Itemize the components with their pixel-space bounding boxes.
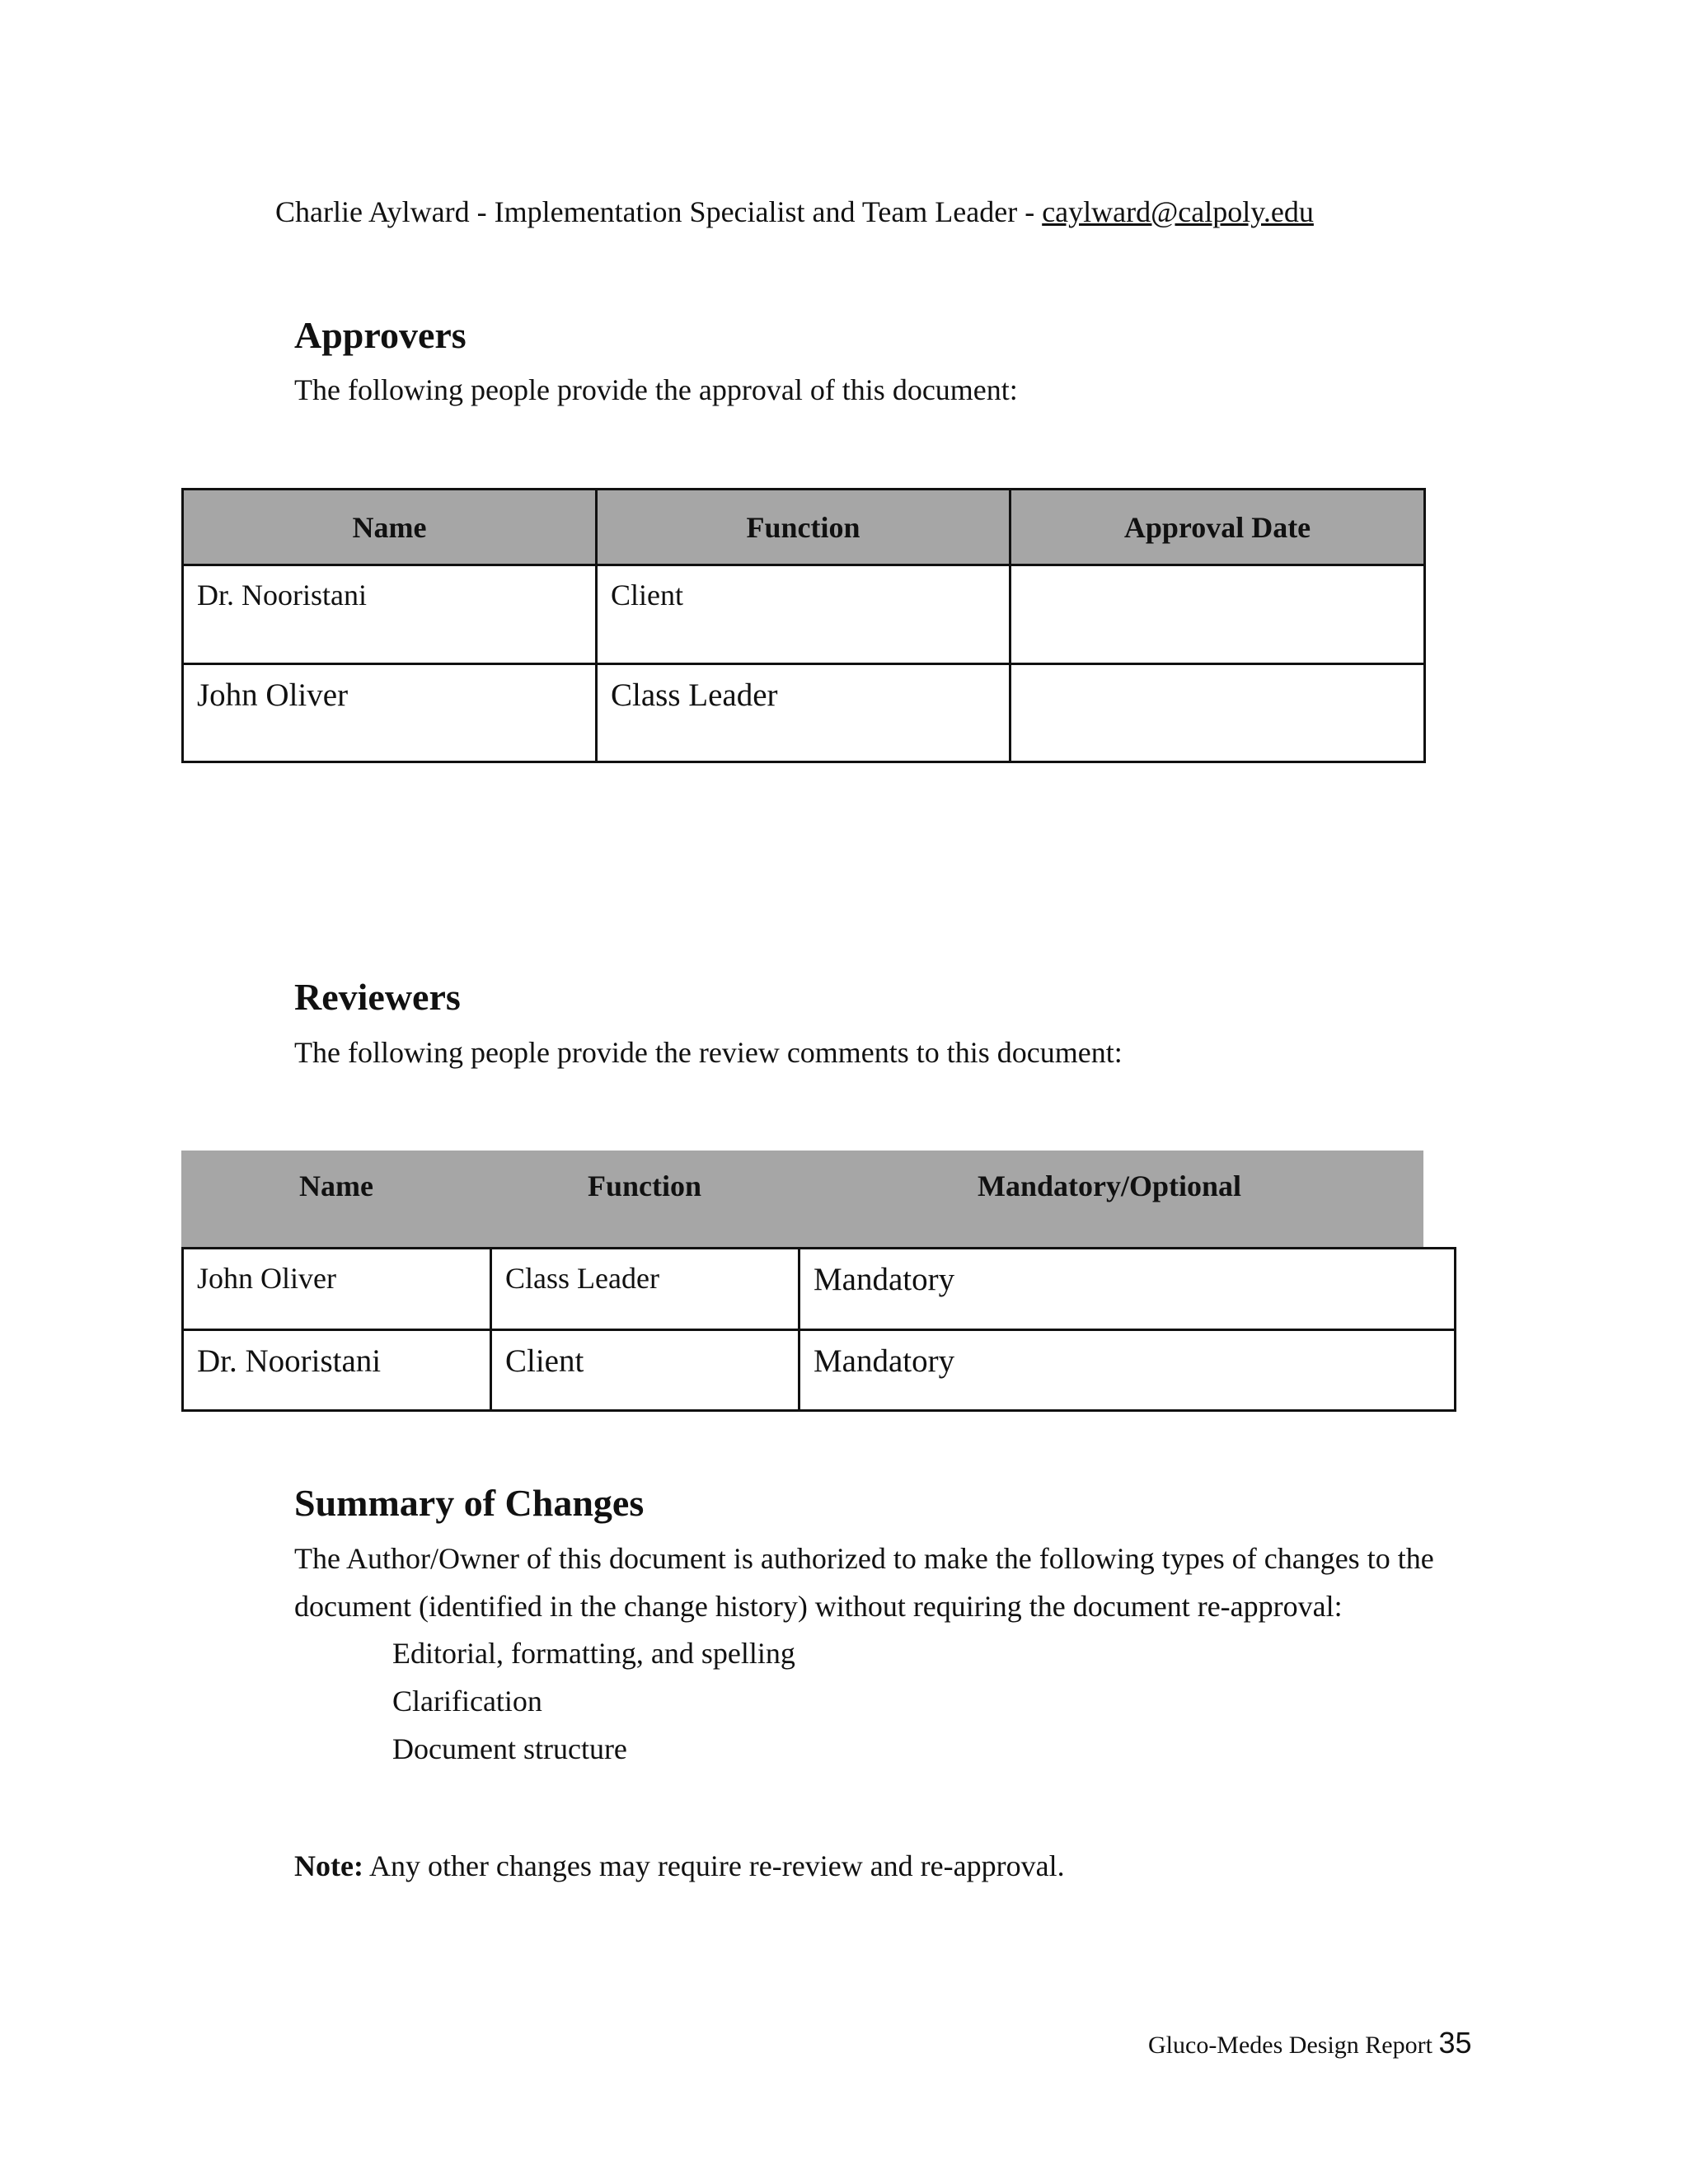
note-label: Note: xyxy=(294,1849,363,1882)
note-line xyxy=(294,1849,1065,1883)
cell-function: Client xyxy=(597,565,1010,664)
table-row xyxy=(183,1330,1456,1411)
summary-para-line-1: The Author/Owner of this document is authorized to make the following types of changes to the xyxy=(294,1542,1434,1575)
list-item: Editorial, formatting, and spelling xyxy=(392,1637,795,1670)
col-header-approval-date: Approval Date xyxy=(1010,490,1425,565)
approvers-heading: Approvers xyxy=(294,314,467,356)
approvers-header-row xyxy=(183,490,1425,565)
author-email-link[interactable]: caylward@calpoly.edu xyxy=(1042,195,1314,228)
page-footer xyxy=(1148,2026,1471,2060)
col-header-function: Function xyxy=(597,490,1010,565)
cell-name: John Oliver xyxy=(183,1249,491,1330)
list-item: Document structure xyxy=(392,1732,627,1765)
approvers-intro: The following people provide the approval of this document: xyxy=(294,373,1018,406)
cell-function: Class Leader xyxy=(491,1249,799,1330)
cell-name: John Oliver xyxy=(183,664,597,762)
table-row xyxy=(183,1249,1456,1330)
table-row xyxy=(183,565,1425,664)
note-text: Any other changes may require re-review and re-approval. xyxy=(363,1849,1065,1882)
cell-approval-date xyxy=(1010,565,1425,664)
approvers-table xyxy=(181,488,1426,763)
col-header-name: Name xyxy=(183,490,597,565)
col-header-mandatory-optional: Mandatory/Optional xyxy=(978,1169,1242,1202)
table-row xyxy=(183,664,1425,762)
cell-approval-date xyxy=(1010,664,1425,762)
list-item: Clarification xyxy=(392,1685,542,1718)
cell-name: Dr. Nooristani xyxy=(183,1330,491,1411)
summary-para-line-2: document (identified in the change history) without requiring the document re-approval: xyxy=(294,1590,1343,1623)
reviewers-table xyxy=(181,1247,1456,1412)
reviewers-intro: The following people provide the review comments to this document: xyxy=(294,1036,1123,1069)
footer-title: Gluco-Medes Design Report xyxy=(1148,2032,1432,2059)
col-header-name: Name xyxy=(299,1169,373,1202)
cell-name: Dr. Nooristani xyxy=(183,565,597,664)
cell-status: Mandatory xyxy=(799,1330,1456,1411)
reviewers-header-row xyxy=(181,1151,1423,1248)
reviewers-heading: Reviewers xyxy=(294,976,461,1018)
page-number: 35 xyxy=(1438,2026,1472,2060)
cell-function: Client xyxy=(491,1330,799,1411)
summary-heading: Summary of Changes xyxy=(294,1482,645,1524)
cell-function: Class Leader xyxy=(597,664,1010,762)
author-line xyxy=(275,194,1314,229)
author-text: Charlie Aylward - Implementation Specialist and Team Leader - xyxy=(275,195,1043,228)
cell-status: Mandatory xyxy=(799,1249,1456,1330)
col-header-function: Function xyxy=(588,1169,702,1202)
